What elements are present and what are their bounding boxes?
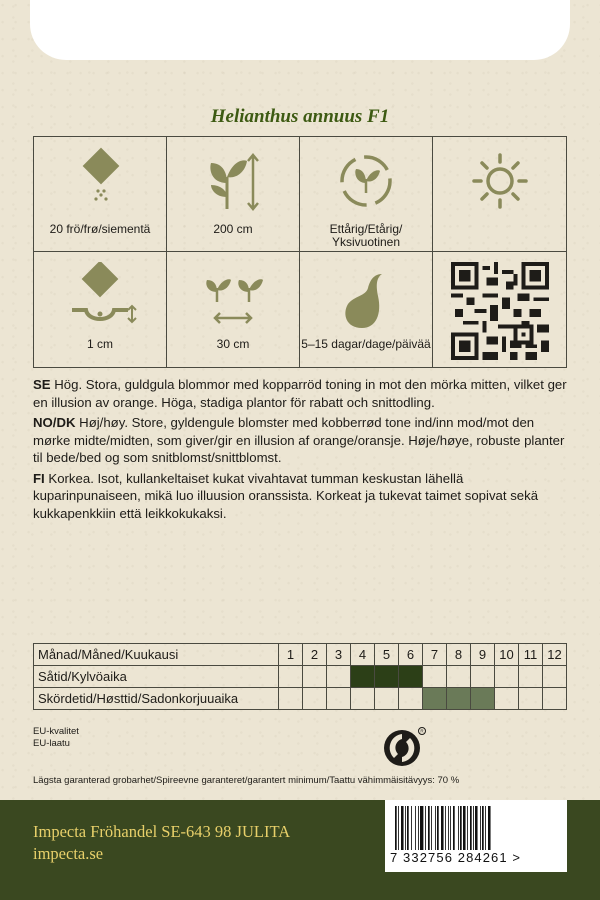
calendar-cell — [351, 688, 375, 710]
company-info — [33, 821, 290, 865]
germination-icon — [326, 262, 406, 332]
eu-quality — [33, 726, 79, 750]
germination-guarantee: Lägsta garanterad grobarhet/Spireevne garanteret/garantert minimum/Taattu vähimmäisitävyys: 70 % — [33, 775, 460, 786]
calendar-cell — [375, 688, 399, 710]
calendar-row-label: Såtid/Kylvöaika — [34, 666, 279, 688]
calendar-row-label: Skördetid/Høsttid/Sadonkorjuuaika — [34, 688, 279, 710]
qr-cell — [433, 252, 566, 367]
plant-height-icon — [193, 147, 273, 217]
month-cell: 12 — [543, 644, 567, 666]
sowing-depth-cell — [34, 252, 167, 367]
sowing-depth-icon — [60, 262, 140, 332]
month-cell: 9 — [471, 644, 495, 666]
calendar-active-cell — [447, 688, 471, 710]
month-cell: 4 — [351, 644, 375, 666]
calendar-cell — [399, 688, 423, 710]
plant-height-label: 200 cm — [213, 222, 253, 236]
calendar-cell — [303, 688, 327, 710]
calendar-cell — [279, 666, 303, 688]
calendar-active-cell — [423, 688, 447, 710]
company-address: Impecta Fröhandel SE-643 98 JULITA — [33, 822, 291, 841]
month-cell: 8 — [447, 644, 471, 666]
germination-cell — [300, 252, 433, 367]
sowing-depth-label: 1 cm — [86, 337, 113, 351]
description-fi — [33, 470, 567, 523]
description-nodk — [33, 414, 567, 467]
calendar-active-cell — [399, 666, 423, 688]
barcode-bars — [395, 806, 557, 852]
calendar-cell — [447, 666, 471, 688]
calendar-cell — [327, 666, 351, 688]
calendar-cell — [423, 666, 447, 688]
qr-code-icon[interactable] — [451, 262, 549, 360]
month-cell: 7 — [423, 644, 447, 666]
calendar-active-cell — [375, 666, 399, 688]
month-cell: 1 — [279, 644, 303, 666]
plant-height-cell — [167, 137, 300, 252]
calendar-cell — [519, 688, 543, 710]
annual-cycle-icon — [326, 147, 406, 217]
sun-icon — [460, 147, 540, 217]
growing-calendar — [33, 643, 567, 710]
description-block — [33, 376, 567, 525]
calendar-header-row — [34, 644, 567, 666]
calendar-cell — [327, 688, 351, 710]
sun-cell — [433, 137, 566, 252]
sowing-row — [34, 666, 567, 688]
calendar-cell — [303, 666, 327, 688]
eu-quality-line1: EU-kvalitet — [33, 726, 79, 737]
description-fi-text: Korkea. Isot, kullankeltaiset kukat vivahtavat tumman keskustan lähellä kuparinpunaiseen, mikä luo illuusion oranssista. Korkeat ja tukevat taimet sopivat sekä kukkapenkkiin että leikkokukaksi. — [33, 470, 539, 521]
calendar-active-cell — [471, 688, 495, 710]
month-cell: 2 — [303, 644, 327, 666]
hang-hole-cutout — [30, 0, 570, 60]
calendar-cell — [519, 666, 543, 688]
eu-quality-line2: EU-laatu — [33, 738, 70, 749]
lang-code-fi: FI — [33, 470, 45, 486]
calendar-header-label: Månad/Måned/Kuukausi — [34, 644, 279, 666]
seed-count-cell — [34, 137, 167, 252]
germination-label: 5–15 dagar/dage/päivää — [301, 337, 431, 351]
plant-spacing-cell — [167, 252, 300, 367]
lifecycle-label: Ettårig/Etårig/ Yksivuotinen — [329, 222, 403, 249]
calendar-cell — [471, 666, 495, 688]
calendar-cell — [543, 666, 567, 688]
plant-spacing-icon — [193, 262, 273, 332]
month-cell: 10 — [495, 644, 519, 666]
info-grid — [33, 136, 567, 368]
lang-code-se: SE — [33, 377, 51, 392]
calendar-cell — [279, 688, 303, 710]
company-website[interactable]: impecta.se — [33, 844, 104, 863]
calendar-active-cell — [351, 666, 375, 688]
lang-code-nodk: NO/DK — [33, 415, 76, 430]
description-nodk-text: Høj/høy. Store, gyldengule blomster med kobberrød tone ind/inn mod/mot den mørke midte/midten, som giver/gir en illusion af orange/oransje. Høje/høye, robuste planter til bede/bed og som snitblomst/snittblomst. — [33, 415, 565, 465]
calendar-cell — [495, 666, 519, 688]
seed-count-label: 20 frö/frø/siementä — [49, 222, 151, 236]
seed-packet-icon — [60, 147, 140, 217]
harvest-row — [34, 688, 567, 710]
month-cell: 6 — [399, 644, 423, 666]
month-cell: 5 — [375, 644, 399, 666]
description-se — [33, 376, 567, 411]
plant-spacing-label: 30 cm — [216, 337, 250, 351]
calendar-cell — [543, 688, 567, 710]
month-cell: 3 — [327, 644, 351, 666]
description-se-text: Hög. Stora, guldgula blommor med kopparröd toning in mot den mörka mitten, vilket ger en illusion av orange. Höga, stadiga plantor för rabatt och snittodling. — [33, 377, 567, 410]
month-cell: 11 — [519, 644, 543, 666]
calendar-cell — [495, 688, 519, 710]
lifecycle-cell — [300, 137, 433, 252]
recycling-green-dot-icon — [382, 726, 426, 770]
svg-text:R: R — [420, 728, 424, 734]
page-title: Helianthus annuus F1 — [210, 106, 390, 127]
barcode-number: 7 332756 284261 > — [390, 850, 522, 865]
